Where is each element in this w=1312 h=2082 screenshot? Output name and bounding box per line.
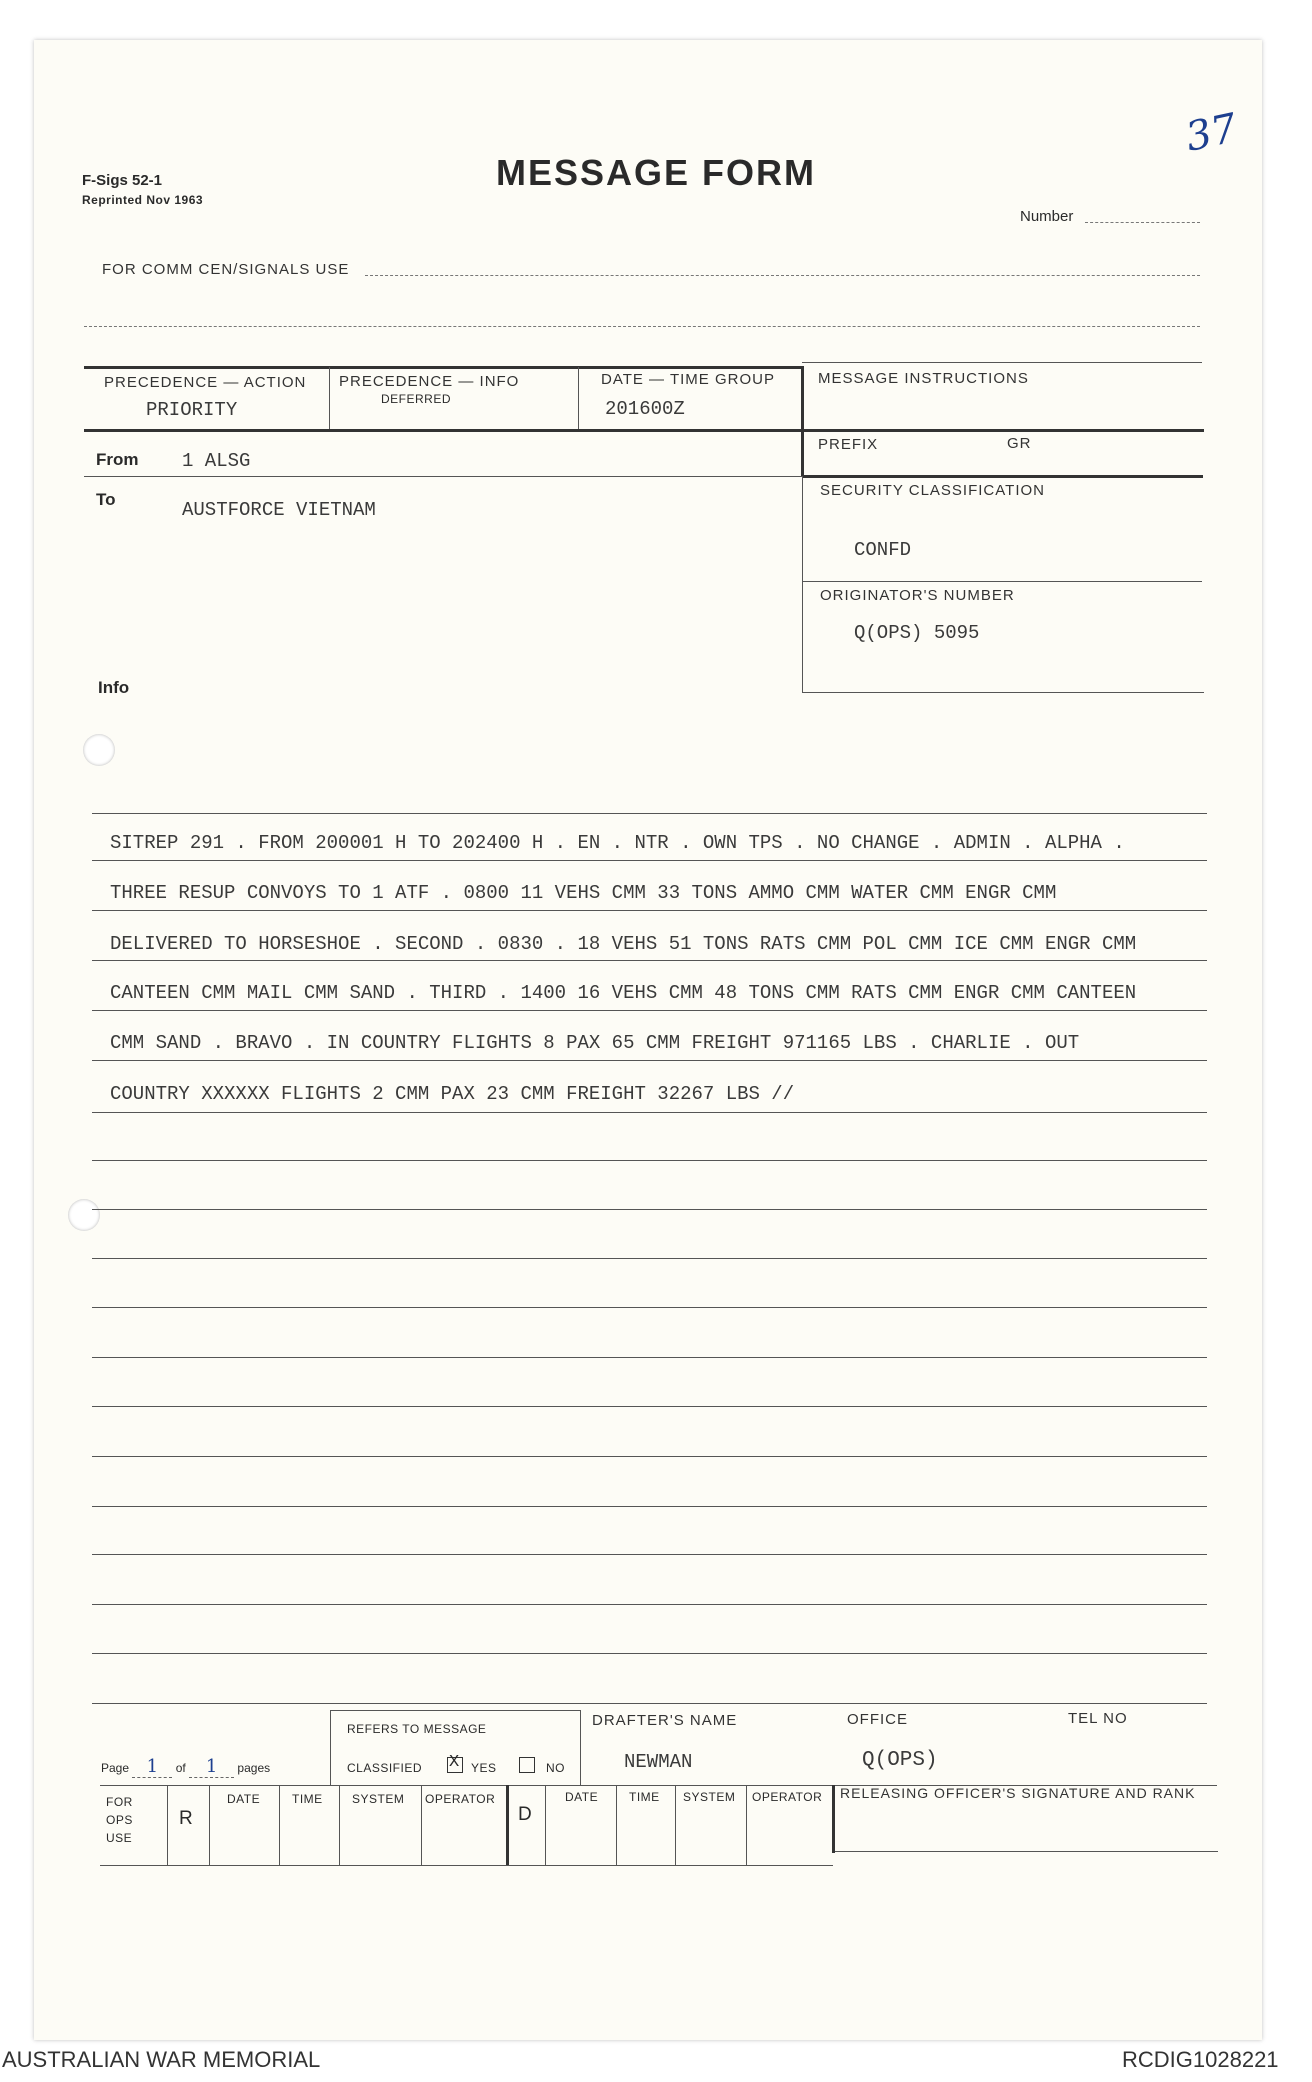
drafters-name-label: DRAFTER'S NAME [592,1712,738,1729]
body-rule-14 [92,1506,1207,1507]
operator-label-2: OPERATOR [752,1790,823,1804]
ops-col-3 [279,1785,280,1865]
ops-col-7 [545,1785,546,1865]
body-rule-7 [92,1160,1207,1161]
releasing-bottom-rule [833,1851,1218,1852]
footer-bottom-rule [100,1865,833,1866]
ops-col-6 [506,1785,509,1865]
originators-number-value: Q(OPS) 5095 [854,622,980,644]
dtg-value: 201600Z [605,398,685,420]
security-classification-label: SECURITY CLASSIFICATION [820,482,1045,499]
body-rule-13 [92,1456,1207,1457]
info-label: Info [98,678,130,697]
message-instructions-label: MESSAGE INSTRUCTIONS [818,370,1029,387]
date-label-2: DATE [565,1790,599,1804]
originators-number-label: ORIGINATOR'S NUMBER [820,587,1015,604]
message-line-5: CMM SAND . BRAVO . IN COUNTRY FLIGHTS 8 PAX 65 CMM FREIGHT 971165 LBS . CHARLIE . OUT [110,1032,1080,1054]
use-word: USE [106,1831,133,1845]
originator-bottom-rule [802,692,1204,693]
yes-label: YES [471,1761,497,1775]
dtg-label: DATE — TIME GROUP [601,371,775,388]
refers-right-border [580,1710,581,1785]
handwritten-folio: 37 [1181,105,1242,161]
classified-no-checkbox[interactable] [519,1757,535,1773]
no-label: NO [546,1761,565,1775]
tel-label: TEL NO [1068,1710,1128,1727]
for-ops-use-label [106,1793,133,1847]
body-rule-18 [92,1703,1207,1704]
body-rule-3 [92,960,1207,961]
comm-cen-line-1 [365,275,1200,276]
punch-hole-top [83,734,115,766]
caption-left: AUSTRALIAN WAR MEMORIAL [2,2047,321,2072]
prefix-label: PREFIX [818,436,879,453]
page-label [101,1756,270,1778]
operator-label-1: OPERATOR [425,1792,496,1806]
drafters-name-value: NEWMAN [624,1751,693,1773]
body-rule-0 [92,813,1207,814]
to-value: AUSTFORCE VIETNAM [182,499,376,521]
precedence-action-value: PRIORITY [146,399,238,421]
body-rule-12 [92,1406,1207,1407]
ops-col-1 [167,1785,168,1865]
body-rule-16 [92,1604,1207,1605]
office-label: OFFICE [847,1711,908,1728]
to-label: To [96,490,116,509]
page-number: 1 [132,1756,172,1778]
message-line-1: SITREP 291 . FROM 200001 H TO 202400 H . EN . NTR . OWN TPS . NO CHANGE . ADMIN . ALPHA . [110,832,1125,854]
ops-col-9 [675,1785,676,1865]
body-rule-6 [92,1112,1207,1113]
comm-cen-label: FOR COMM CEN/SIGNALS USE [102,261,350,278]
date-label-1: DATE [227,1792,261,1806]
body-rule-2 [92,910,1207,911]
precedence-top-rule [84,366,802,369]
pages-word: pages [237,1761,271,1775]
from-bottom-rule [84,476,802,477]
time-label-1: TIME [292,1792,323,1806]
ops-col-4 [339,1785,340,1865]
message-line-3: DELIVERED TO HORSESHOE . SECOND . 0830 . 18 VEHS 51 TONS RATS CMM POL CMM ICE CMM ENGR CMM [110,933,1137,955]
prec-divider-1 [329,367,330,429]
from-label: From [96,450,139,469]
r-label: R [179,1808,193,1829]
ops-col-5 [421,1785,422,1865]
ops-word: OPS [106,1813,133,1827]
body-rule-11 [92,1357,1207,1358]
number-line [1085,222,1200,223]
message-line-2: THREE RESUP CONVOYS TO 1 ATF . 0800 11 VEHS CMM 33 TONS AMMO CMM WATER CMM ENGR CMM [110,882,1057,904]
releasing-officer-label: RELEASING OFFICER'S SIGNATURE AND RANK [840,1785,1196,1801]
precedence-action-label: PRECEDENCE — ACTION [104,374,307,391]
refers-left-border [330,1710,331,1785]
message-line-6: COUNTRY XXXXXX FLIGHTS 2 CMM PAX 23 CMM FREIGHT 32267 LBS // [110,1083,795,1105]
body-rule-17 [92,1653,1207,1654]
precedence-bottom-rule [84,429,1204,432]
body-rule-5 [92,1060,1207,1061]
total-pages: 1 [189,1756,234,1778]
page-title: MESSAGE FORM [496,152,817,193]
ops-col-10 [746,1785,747,1865]
caption-right: RCDIG1028221 [1122,2047,1279,2072]
ops-col-8 [616,1785,617,1865]
security-classification-value: CONFD [854,539,912,561]
body-rule-8 [92,1209,1207,1210]
for-word: FOR [106,1795,133,1809]
number-label: Number [1020,208,1074,225]
prefix-bottom-rule [802,475,1203,478]
office-value: Q(OPS) [862,1749,938,1772]
page-word: Page [101,1761,130,1775]
message-line-4: CANTEEN CMM MAIL CMM SAND . THIRD . 1400 16 VEHS CMM 48 TONS CMM RATS CMM ENGR CMM CANTEEN [110,982,1137,1004]
classified-label: CLASSIFIED [347,1761,423,1775]
instructions-top-rule [802,362,1202,363]
form-id: F-Sigs 52-1 [82,172,163,189]
comm-cen-line-2 [84,326,1200,327]
body-rule-9 [92,1258,1207,1259]
footer-top-rule-left [330,1710,580,1711]
system-label-1: SYSTEM [352,1792,405,1806]
body-rule-15 [92,1554,1207,1555]
originator-left-border [802,476,803,693]
body-rule-1 [92,860,1207,861]
precedence-info-label: PRECEDENCE — INFO [339,373,520,390]
body-rule-10 [92,1307,1207,1308]
from-value: 1 ALSG [182,450,251,472]
system-label-2: SYSTEM [683,1790,736,1804]
reprinted-note: Reprinted Nov 1963 [82,193,204,207]
ops-col-2 [209,1785,210,1865]
prec-divider-2 [578,367,579,429]
body-rule-4 [92,1010,1207,1011]
ops-col-11 [832,1785,835,1853]
instructions-left-border [801,366,804,476]
gr-label: GR [1007,435,1032,452]
security-bottom-rule [802,581,1202,582]
time-label-2: TIME [629,1790,660,1804]
d-label: D [518,1804,532,1825]
refers-label: REFERS TO MESSAGE [347,1722,487,1736]
punch-hole-bottom [68,1199,100,1231]
of-word: of [175,1761,186,1775]
classified-yes-mark: X [449,1753,460,1772]
precedence-info-default: DEFERRED [381,392,452,406]
